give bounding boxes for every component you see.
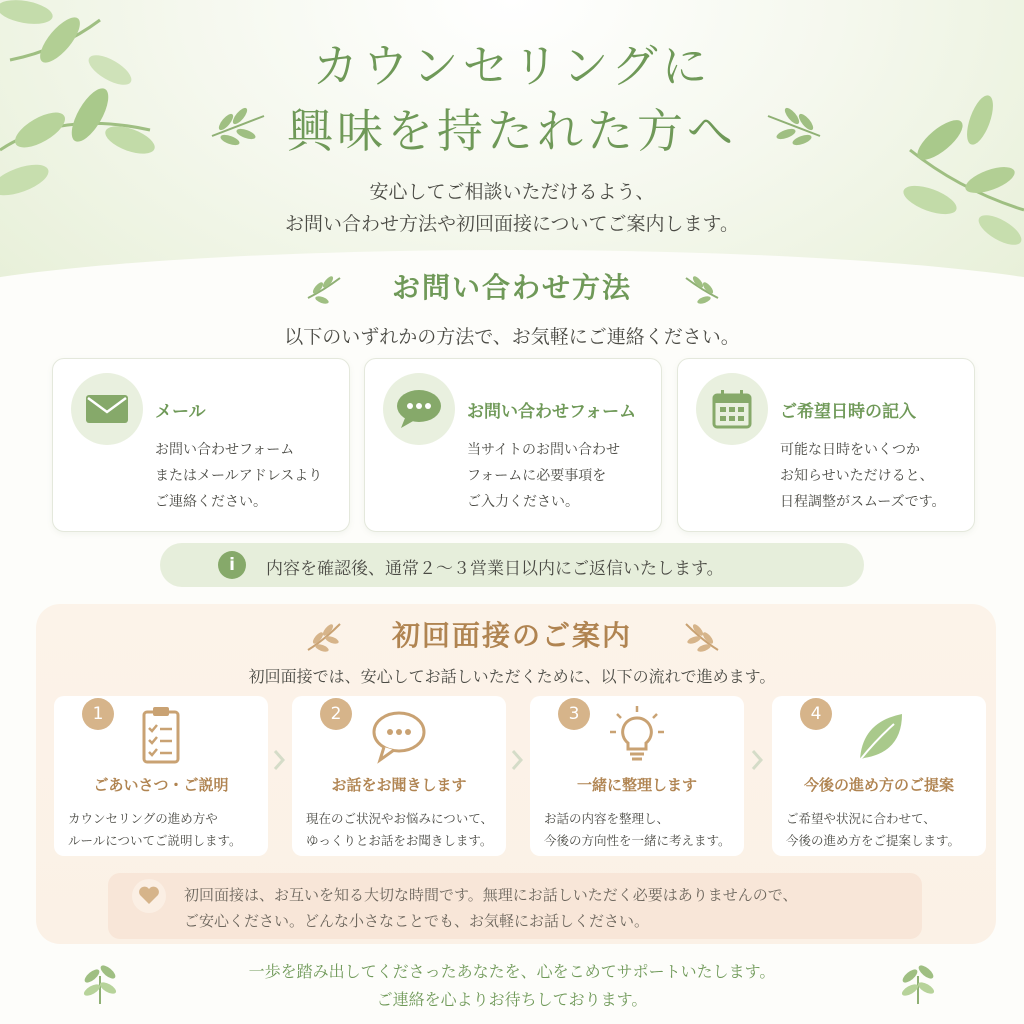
step-number: 1 (82, 698, 114, 730)
heart-circle (132, 879, 166, 913)
contact-method-card-form (364, 358, 662, 532)
step-number: 3 (558, 698, 590, 730)
info-icon: i (218, 551, 246, 579)
step-card-3 (530, 696, 744, 856)
card-title: ご希望日時の記入 (780, 402, 916, 422)
envelope-icon (84, 392, 130, 426)
reply-notice-text: 内容を確認後、通常２～３営業日以内にご返信いたします。 (266, 559, 724, 579)
step-title: 一緒に整理します (576, 776, 697, 794)
step-card-1 (54, 696, 268, 856)
icon-circle (71, 373, 143, 445)
card-body: 可能な日時をいくつか お知らせいただけると、 日程調整がスムーズです。 (780, 442, 946, 510)
closing-message: 一歩を踏み出してくださったあなたを、心をこめてサポートいたします。 ご連絡を心よりお待ちしております。 (248, 962, 776, 1009)
icon-circle (696, 373, 768, 445)
card-title: メール (155, 402, 206, 422)
step-body: 現在のご状況やお悩みについて、 ゆっくりとお話をお聞きします。 (306, 811, 494, 848)
page-title-line2: 興味を持たれた方へ (287, 104, 737, 158)
contact-section-subtitle: 以下のいずれかの方法で、お気軽にご連絡ください。 (284, 326, 740, 348)
leaf-icon (844, 704, 914, 768)
speech-bubble-icon (364, 704, 434, 768)
contact-section-title: お問い合わせ方法 (391, 271, 632, 304)
reply-notice-banner (160, 543, 864, 587)
first-session-title: 初回面接のご案内 (391, 619, 632, 652)
step-card-4 (772, 696, 986, 856)
step-body: ご希望や状況に合わせて、 今後の進め方をご提案します。 (786, 811, 961, 848)
step-body: お話の内容を整理し、 今後の方向性を一緒に考えます。 (544, 811, 731, 848)
chevron-right-icon (510, 748, 524, 772)
intro-text: 安心してご相談いただけるよう、 お問い合わせ方法や初回面接についてご案内します。 (284, 181, 740, 235)
clipboard-icon (126, 704, 196, 768)
step-body: カウンセリングの進め方や ルールについてご説明します。 (68, 811, 242, 848)
card-body: 当サイトのお問い合わせ フォームに必要事項を ご入力ください。 (467, 442, 621, 510)
card-title: お問い合わせフォーム (467, 402, 637, 422)
chevron-right-icon (272, 748, 286, 772)
chevron-right-icon (750, 748, 764, 772)
contact-method-card-email (52, 358, 350, 532)
first-session-note (108, 873, 922, 939)
step-card-2 (292, 696, 506, 856)
note-text: 初回面接は、お互いを知る大切な時間です。無理にお話しいただく必要はありませんので、 ご安心ください。どんな小さなことでも、お気軽にお話しください。 (184, 886, 798, 930)
page-title-line1: カウンセリングに (312, 39, 712, 93)
first-session-subtitle: 初回面接では、安心してお話しいただくために、以下の流れで進めます。 (248, 667, 776, 686)
icon-circle (383, 373, 455, 445)
calendar-icon (711, 388, 753, 430)
step-title: お話をお聞きします (331, 776, 467, 794)
step-number: 2 (320, 698, 352, 730)
contact-method-card-schedule (677, 358, 975, 532)
step-number: 4 (800, 698, 832, 730)
lightbulb-icon (602, 704, 672, 768)
step-title: ごあいさつ・ご説明 (93, 776, 229, 794)
chat-bubble-icon (395, 388, 443, 430)
step-title: 今後の進め方のご提案 (803, 776, 954, 794)
card-body: お問い合わせフォーム またはメールアドレスより ご連絡ください。 (155, 442, 323, 510)
heart-icon (138, 886, 160, 906)
